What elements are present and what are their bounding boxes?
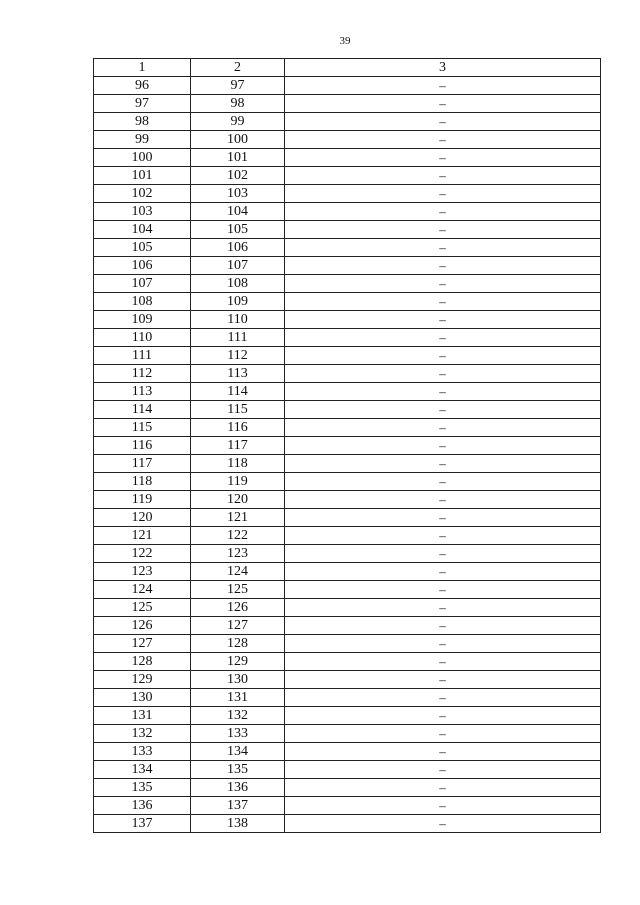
table-row: [94, 113, 601, 131]
table-row: [94, 383, 601, 401]
table-row: [94, 437, 601, 455]
table-cell-col-1: 113: [94, 383, 191, 401]
table-row: [94, 275, 601, 293]
table-cell-col-3: –: [285, 275, 601, 293]
table-cell-col-3: –: [285, 671, 601, 689]
table-row: [94, 653, 601, 671]
table-cell-col-2: 134: [191, 743, 285, 761]
table-cell-col-1: 127: [94, 635, 191, 653]
table-cell-col-3: –: [285, 455, 601, 473]
table-row: [94, 77, 601, 95]
table-cell-col-2: 135: [191, 761, 285, 779]
table-row: [94, 293, 601, 311]
table-cell-col-3: –: [285, 527, 601, 545]
table-cell-col-2: 124: [191, 563, 285, 581]
table-cell-col-1: 110: [94, 329, 191, 347]
table-cell-col-2: 130: [191, 671, 285, 689]
table-cell-col-3: –: [285, 707, 601, 725]
table-cell-col-3: –: [285, 329, 601, 347]
table-row: [94, 563, 601, 581]
table-cell-col-3: –: [285, 743, 601, 761]
table-row: [94, 185, 601, 203]
table-row: [94, 95, 601, 113]
table-cell-col-2: 101: [191, 149, 285, 167]
table-cell-col-2: 122: [191, 527, 285, 545]
table-cell-col-3: –: [285, 383, 601, 401]
table-cell-col-1: 136: [94, 797, 191, 815]
table-cell-col-2: 136: [191, 779, 285, 797]
table-cell-col-2: 104: [191, 203, 285, 221]
table-cell-col-1: 112: [94, 365, 191, 383]
table-cell-col-3: –: [285, 815, 601, 833]
table-cell-col-1: 111: [94, 347, 191, 365]
table-row: [94, 527, 601, 545]
table-cell-col-3: –: [285, 473, 601, 491]
table-cell-col-2: 109: [191, 293, 285, 311]
table-cell-col-3: –: [285, 779, 601, 797]
table-row: [94, 815, 601, 833]
table-row: [94, 131, 601, 149]
table-cell-col-2: 117: [191, 437, 285, 455]
table-cell-col-2: 100: [191, 131, 285, 149]
table-cell-col-2: 111: [191, 329, 285, 347]
table-row: [94, 311, 601, 329]
table-cell-col-2: 99: [191, 113, 285, 131]
table-cell-col-3: –: [285, 581, 601, 599]
table-row: [94, 455, 601, 473]
table-cell-col-3: –: [285, 311, 601, 329]
table-cell-col-2: 98: [191, 95, 285, 113]
table-cell-col-3: –: [285, 689, 601, 707]
table-row: [94, 599, 601, 617]
table-row: [94, 671, 601, 689]
table-cell-col-2: 114: [191, 383, 285, 401]
table-cell-col-1: 126: [94, 617, 191, 635]
table-cell-col-3: –: [285, 545, 601, 563]
table-row: [94, 419, 601, 437]
table-cell-col-2: 138: [191, 815, 285, 833]
table-cell-col-1: 120: [94, 509, 191, 527]
table-cell-col-2: 103: [191, 185, 285, 203]
table-cell-col-1: 131: [94, 707, 191, 725]
table-cell-col-3: –: [285, 563, 601, 581]
table-cell-col-1: 134: [94, 761, 191, 779]
table-cell-col-2: 112: [191, 347, 285, 365]
data-table-container: [93, 58, 601, 833]
table-cell-col-2: 123: [191, 545, 285, 563]
table-cell-col-3: –: [285, 725, 601, 743]
table-cell-col-1: 99: [94, 131, 191, 149]
table-cell-col-2: 128: [191, 635, 285, 653]
table-row: [94, 239, 601, 257]
table-row: [94, 491, 601, 509]
table-cell-col-3: –: [285, 797, 601, 815]
table-body: [94, 77, 601, 833]
table-cell-col-3: –: [285, 635, 601, 653]
table-cell-col-3: –: [285, 167, 601, 185]
table-cell-col-1: 114: [94, 401, 191, 419]
table-cell-col-3: –: [285, 293, 601, 311]
table-header: [94, 59, 601, 77]
table-cell-col-1: 104: [94, 221, 191, 239]
table-cell-col-1: 106: [94, 257, 191, 275]
data-table: [93, 58, 601, 833]
table-row: [94, 761, 601, 779]
table-cell-col-3: –: [285, 77, 601, 95]
table-cell-col-1: 132: [94, 725, 191, 743]
table-cell-col-1: 133: [94, 743, 191, 761]
table-cell-col-2: 110: [191, 311, 285, 329]
table-row: [94, 329, 601, 347]
table-cell-col-3: –: [285, 617, 601, 635]
table-cell-col-1: 137: [94, 815, 191, 833]
table-cell-col-1: 97: [94, 95, 191, 113]
table-cell-col-2: 137: [191, 797, 285, 815]
table-cell-col-2: 115: [191, 401, 285, 419]
table-cell-col-3: –: [285, 653, 601, 671]
table-cell-col-3: –: [285, 401, 601, 419]
table-row: [94, 347, 601, 365]
table-cell-col-1: 105: [94, 239, 191, 257]
table-row: [94, 257, 601, 275]
table-row: [94, 509, 601, 527]
table-cell-col-2: 129: [191, 653, 285, 671]
table-cell-col-3: –: [285, 491, 601, 509]
table-cell-col-2: 127: [191, 617, 285, 635]
table-cell-col-3: –: [285, 185, 601, 203]
table-cell-col-2: 121: [191, 509, 285, 527]
table-cell-col-2: 107: [191, 257, 285, 275]
table-cell-col-1: 98: [94, 113, 191, 131]
table-cell-col-2: 131: [191, 689, 285, 707]
table-cell-col-3: –: [285, 239, 601, 257]
table-cell-col-3: –: [285, 761, 601, 779]
table-cell-col-3: –: [285, 509, 601, 527]
table-cell-col-2: 132: [191, 707, 285, 725]
table-row: [94, 707, 601, 725]
table-cell-col-1: 135: [94, 779, 191, 797]
table-cell-col-2: 105: [191, 221, 285, 239]
table-cell-col-3: –: [285, 419, 601, 437]
table-cell-col-2: 118: [191, 455, 285, 473]
table-cell-col-2: 126: [191, 599, 285, 617]
table-cell-col-1: 124: [94, 581, 191, 599]
table-cell-col-3: –: [285, 203, 601, 221]
table-row: [94, 725, 601, 743]
table-cell-col-3: –: [285, 599, 601, 617]
table-cell-col-1: 118: [94, 473, 191, 491]
table-row: [94, 779, 601, 797]
column-header-1: 1: [94, 59, 191, 77]
table-cell-col-2: 125: [191, 581, 285, 599]
table-cell-col-3: –: [285, 131, 601, 149]
table-row: [94, 689, 601, 707]
column-header-3: 3: [285, 59, 601, 77]
table-cell-col-1: 108: [94, 293, 191, 311]
table-cell-col-2: 106: [191, 239, 285, 257]
table-cell-col-1: 103: [94, 203, 191, 221]
table-row: [94, 149, 601, 167]
table-cell-col-1: 122: [94, 545, 191, 563]
table-cell-col-3: –: [285, 113, 601, 131]
table-cell-col-3: –: [285, 347, 601, 365]
table-cell-col-1: 107: [94, 275, 191, 293]
table-row: [94, 365, 601, 383]
table-cell-col-1: 116: [94, 437, 191, 455]
table-cell-col-1: 101: [94, 167, 191, 185]
table-row: [94, 203, 601, 221]
table-cell-col-1: 96: [94, 77, 191, 95]
table-cell-col-1: 115: [94, 419, 191, 437]
table-cell-col-1: 125: [94, 599, 191, 617]
table-row: [94, 221, 601, 239]
table-cell-col-2: 102: [191, 167, 285, 185]
table-row: [94, 401, 601, 419]
table-cell-col-2: 113: [191, 365, 285, 383]
header-row: [94, 59, 601, 77]
table-row: [94, 473, 601, 491]
table-cell-col-3: –: [285, 365, 601, 383]
table-row: [94, 617, 601, 635]
table-cell-col-3: –: [285, 149, 601, 167]
table-cell-col-3: –: [285, 221, 601, 239]
page-number: 39: [339, 35, 351, 47]
table-cell-col-2: 97: [191, 77, 285, 95]
table-cell-col-1: 100: [94, 149, 191, 167]
table-row: [94, 635, 601, 653]
table-cell-col-1: 121: [94, 527, 191, 545]
table-row: [94, 797, 601, 815]
table-cell-col-1: 109: [94, 311, 191, 329]
table-row: [94, 743, 601, 761]
table-cell-col-3: –: [285, 257, 601, 275]
table-cell-col-2: 133: [191, 725, 285, 743]
table-row: [94, 167, 601, 185]
table-cell-col-2: 119: [191, 473, 285, 491]
table-cell-col-3: –: [285, 437, 601, 455]
table-cell-col-1: 119: [94, 491, 191, 509]
table-cell-col-1: 123: [94, 563, 191, 581]
table-cell-col-2: 120: [191, 491, 285, 509]
table-cell-col-2: 116: [191, 419, 285, 437]
table-cell-col-1: 128: [94, 653, 191, 671]
table-cell-col-2: 108: [191, 275, 285, 293]
table-cell-col-1: 117: [94, 455, 191, 473]
table-row: [94, 581, 601, 599]
column-header-2: 2: [191, 59, 285, 77]
table-cell-col-1: 130: [94, 689, 191, 707]
table-cell-col-1: 129: [94, 671, 191, 689]
table-row: [94, 545, 601, 563]
table-cell-col-1: 102: [94, 185, 191, 203]
table-cell-col-3: –: [285, 95, 601, 113]
